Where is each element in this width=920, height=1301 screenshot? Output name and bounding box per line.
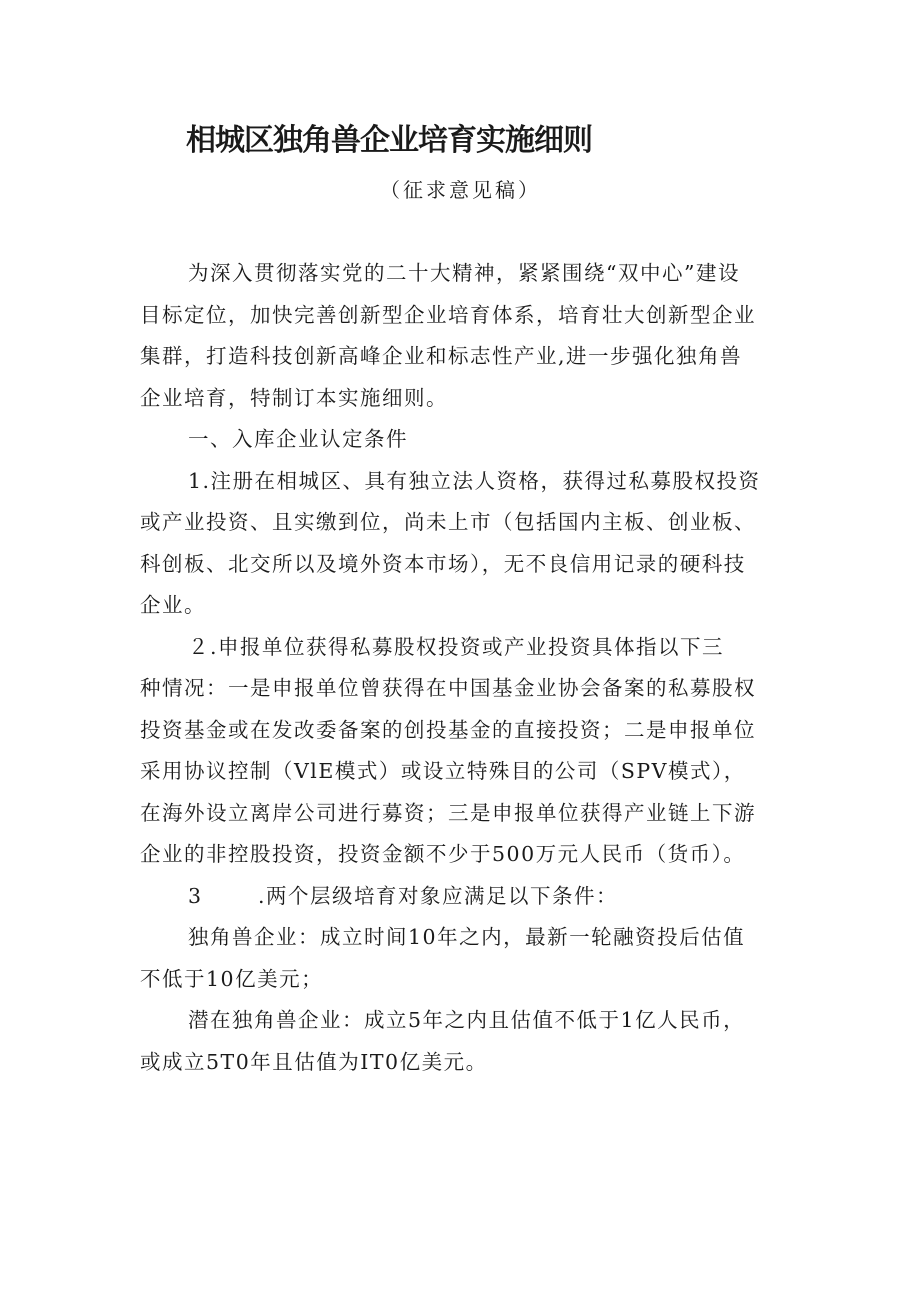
document-subtitle: （征求意见稿） <box>380 178 541 202</box>
item-1-line-1: 1.注册在相城区、具有独立法人资格，获得过私募股权投资 <box>188 468 761 493</box>
item-3-line <box>140 876 800 918</box>
item-2-line-5: 在海外设立离岸公司进行募资；三是申报单位获得产业链上下游 <box>140 800 756 825</box>
item-1-line-4: 企业。 <box>140 593 206 617</box>
paragraph-intro-line-4: 企业培育，特制订本实施细则。 <box>140 385 448 410</box>
item-1-line-2: 或产业投资、且实缴到位，尚未上市（包括国内主板、创业板、 <box>140 510 756 534</box>
document-body <box>140 253 800 1083</box>
item-2-line-4: 采用协议控制（VlE模式）或设立特殊目的公司（SPV模式）， <box>140 759 746 783</box>
unicorn-criteria-line-2: 不低于10亿美元； <box>140 966 324 991</box>
paragraph-intro-line-3: 集群，打造科技创新高峰企业和标志性产业,进一步强化独角兽 <box>140 344 743 368</box>
item-3-text: .两个层级培育对象应满足以下条件： <box>258 883 619 908</box>
unicorn-criteria-line-1: 独角兽企业：成立时间10年之内，最新一轮融资投后估值 <box>188 925 746 949</box>
section-heading-1: 一、入库企业认定条件 <box>188 427 408 451</box>
item-3-number: 3 <box>188 883 203 908</box>
potential-unicorn-criteria-line-1: 潜在独角兽企业：成立5年之内且估值不低于1亿人民币， <box>188 1008 746 1032</box>
document-title: 相城区独角兽企业培育实施细则 <box>186 123 592 158</box>
item-2-line-3: 投资基金或在发改委备案的创投基金的直接投资；二是申报单位 <box>140 717 756 742</box>
item-2-line-6: 企业的非控股投资，投资金额不少于500万元人民币（货币）。 <box>140 842 746 866</box>
paragraph-intro-line-2: 目标定位，加快完善创新型企业培育体系，培育壮大创新型企业 <box>140 302 756 327</box>
item-2-line-2: 种情况：一是申报单位曾获得在中国基金业协会备案的私募股权 <box>140 676 756 700</box>
paragraph-intro-line-1: 为深入贯彻落实党的二十大精神，紧紧围绕“双中心”建设 <box>188 261 740 285</box>
potential-unicorn-criteria-line-2: 或成立5T0年且估值为IT0亿美元。 <box>140 1049 488 1074</box>
item-2-line-1: ２.申报单位获得私募股权投资或产业投资具体指以下三 <box>188 634 725 659</box>
item-1-line-3: 科创板、北交所以及境外资本市场），无不良信用记录的硬科技 <box>140 551 746 576</box>
